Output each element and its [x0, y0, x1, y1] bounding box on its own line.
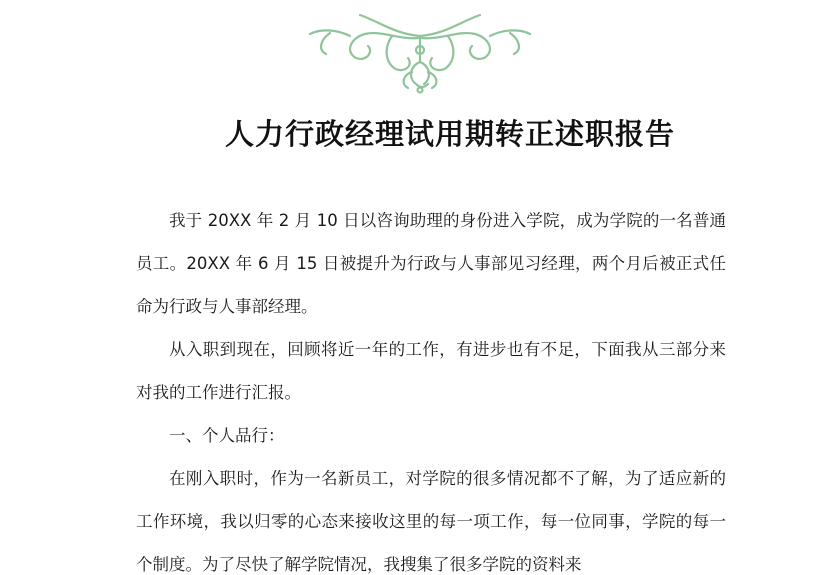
floral-header-ornament — [0, 0, 840, 100]
document-title: 人力行政经理试用期转正述职报告 — [224, 117, 675, 151]
document-body — [136, 199, 726, 575]
paragraph-intro: 我于 20XX 年 2 月 10 日以咨询助理的身份进入学院，成为学院的一名普通员工。20XX 年 6 月 15 日被提升为行政与人事部见习经理，两个月后被正式任命为行政与人事部经理。 — [136, 211, 726, 316]
paragraph-overview: 从入职到现在，回顾将近一年的工作，有进步也有不足，下面我从三部分来对我的工作进行汇报。 — [136, 340, 726, 402]
paragraph-personal-conduct: 在刚入职时，作为一名新员工，对学院的很多情况都不了解，为了适应新的工作环境，我以归零的心态来接收这里的每一项工作，每一位同事，学院的每一个制度。为了尽快了解学院情况，我搜集了很多学院的资料来 — [136, 469, 726, 574]
section-heading-personal-conduct: 一、个人品行： — [169, 426, 285, 445]
